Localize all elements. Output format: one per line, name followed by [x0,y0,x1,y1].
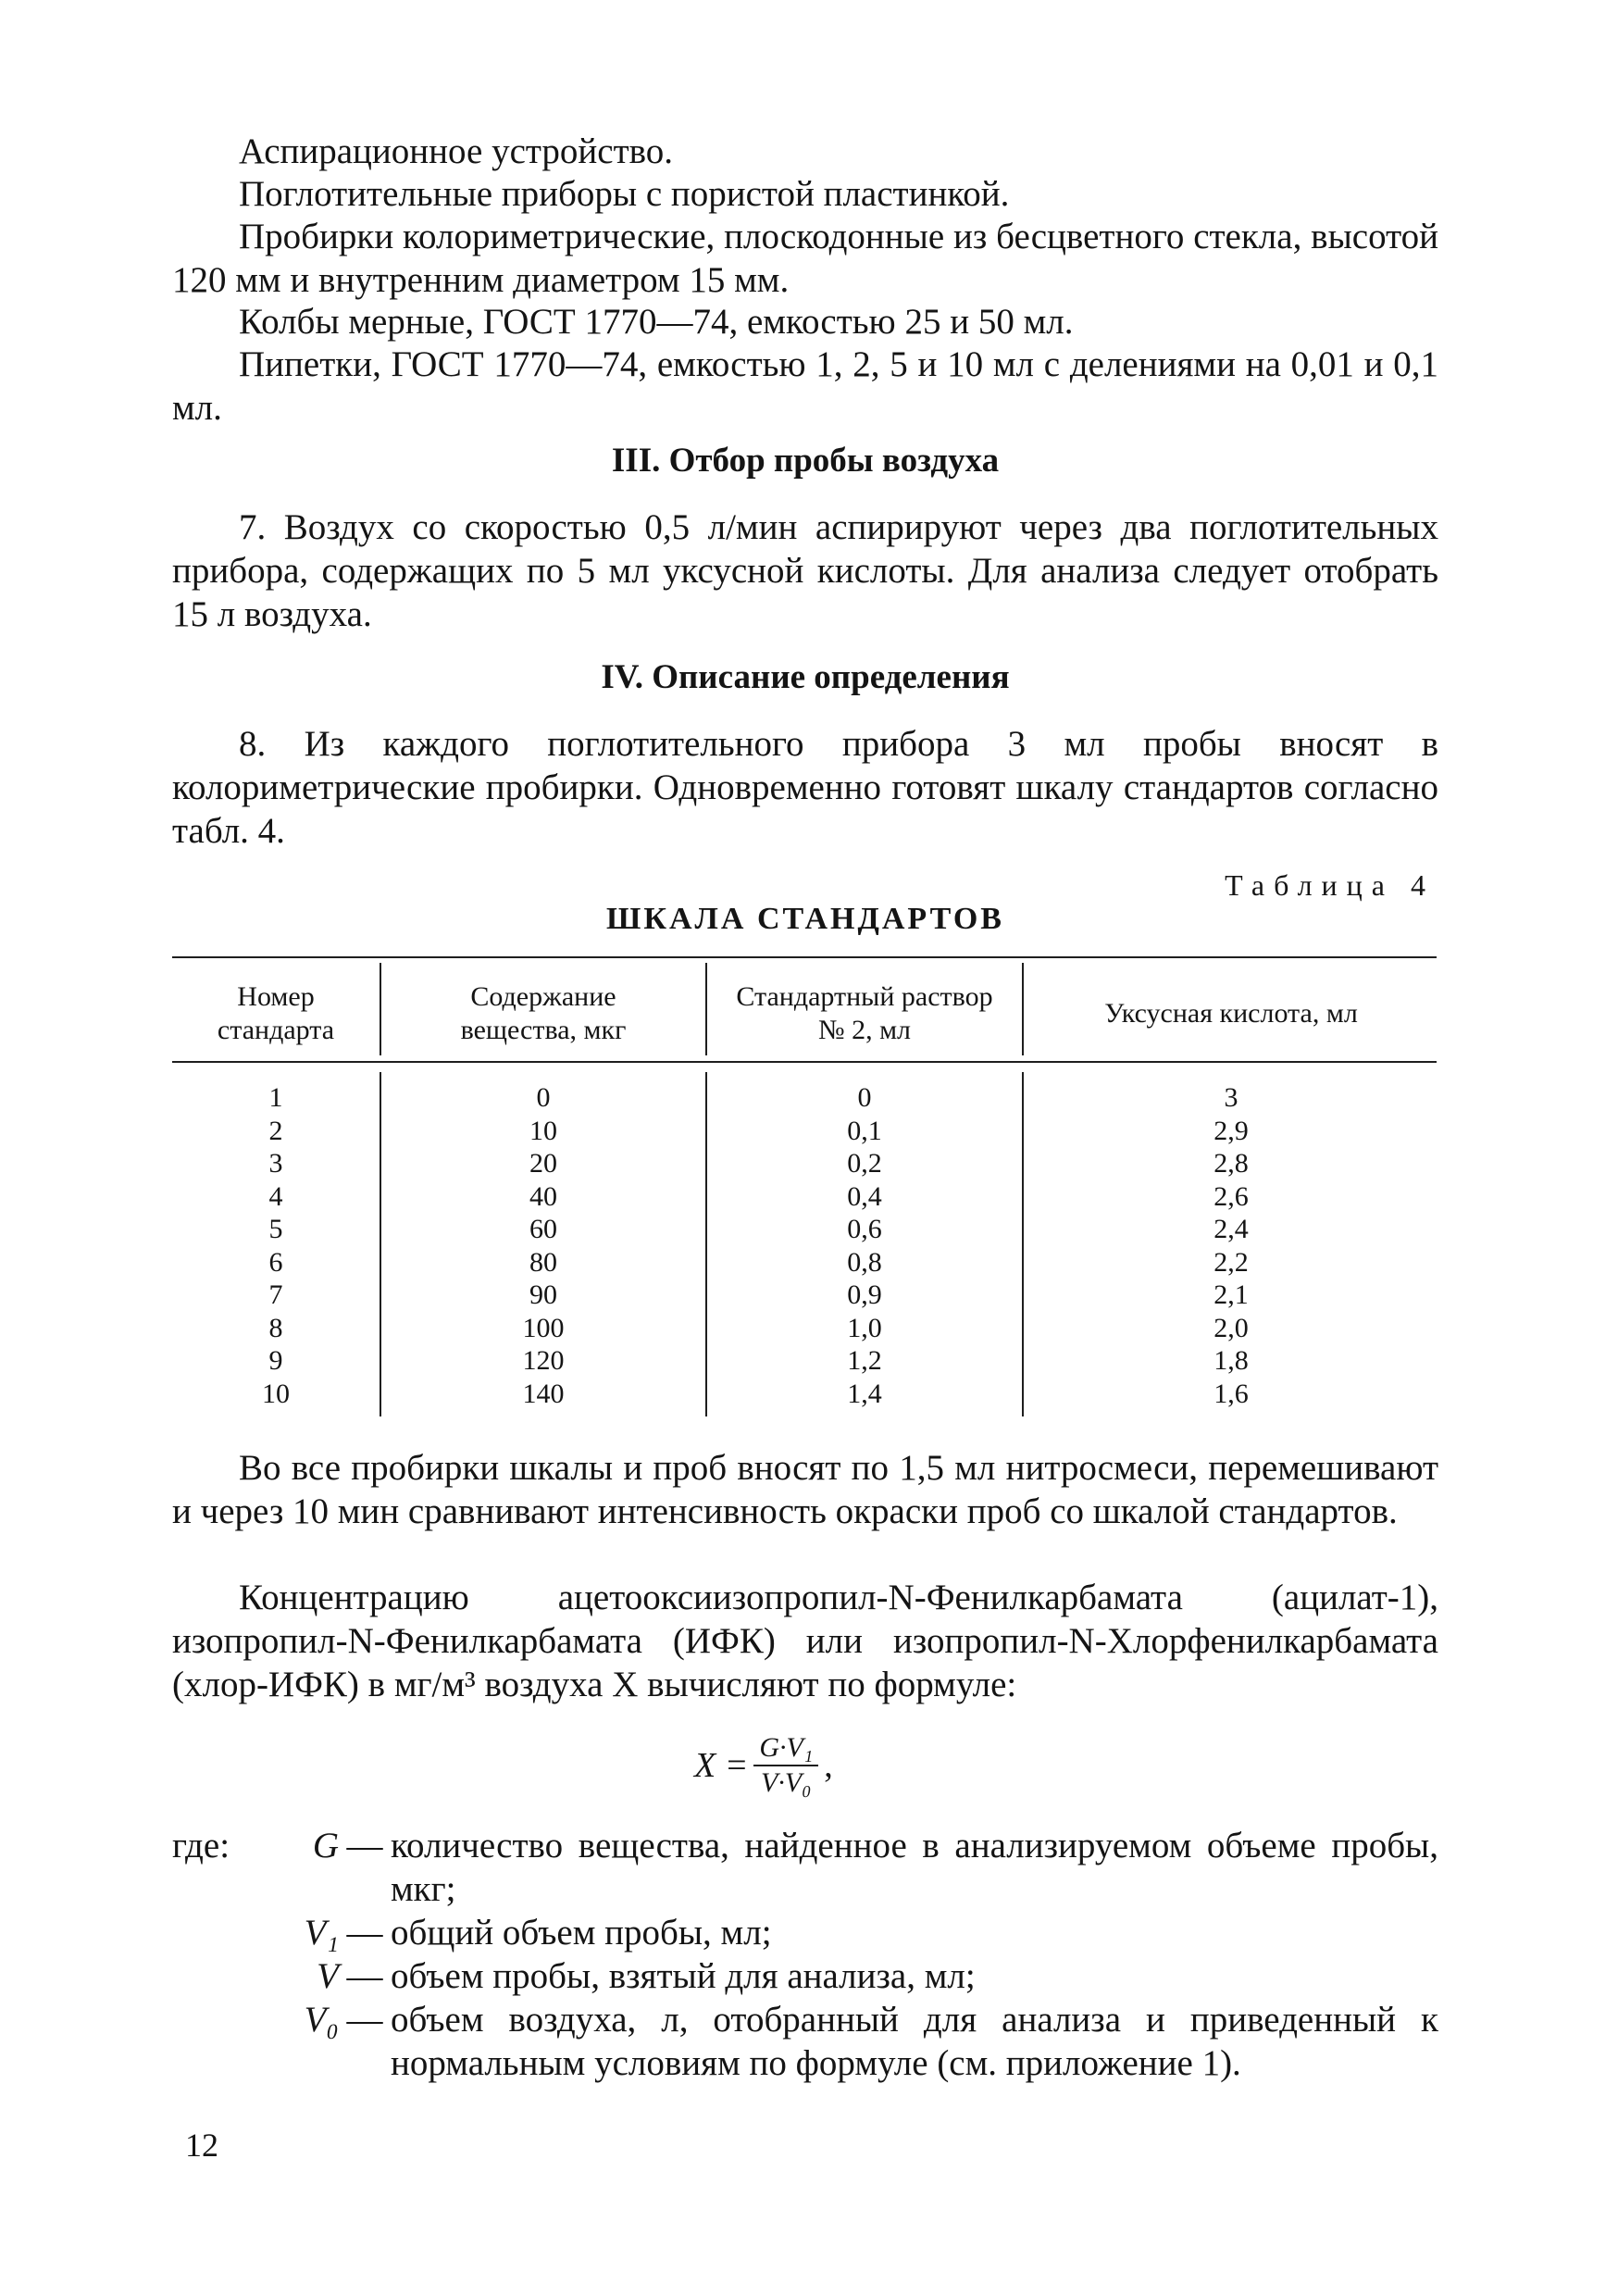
table-column-acid [1024,1081,1438,1410]
table-header-cell: Уксусная кислота, мл [1104,998,1358,1029]
table-cell: 1,6 [1214,1378,1249,1409]
legend-symbol: V₁ [304,1913,339,1953]
legend-row [172,1824,1438,1911]
table-header-cell: Содержание вещества, мкг [460,981,627,1045]
formula [694,1731,833,1800]
paragraph-equipment-3: Пробирки колориметрические, плоскодонные из бесцветного стекла, высотой 120 мм и внутренним диаметром 15 мм. [172,217,1438,300]
formula-trail: , [824,1746,833,1785]
table-cell: 2,4 [1214,1214,1249,1244]
paragraph-equipment-1: Аспирационное устройство. [239,131,674,171]
table-column-content [381,1081,705,1410]
table-cell: 40 [529,1180,557,1212]
section-heading-3: III. Отбор пробы воздуха [611,442,1000,480]
paragraph-section-3: 7. Воздух со скоростью 0,5 л/мин аспирируют через два поглотительных прибора, содержащих по 5 мл уксусной кислоты. Для анализа следует отобрать 15 л воздуха. [172,507,1438,634]
paragraph-equipment-2: Поглотительные приборы с пористой пластинкой. [239,174,1010,214]
table-cell: 0,2 [847,1148,882,1179]
table-header-cell: Стандартный раствор № 2, мл [736,981,993,1045]
table-header-cell: Номер стандарта [217,981,335,1045]
legend-row [172,1954,1438,1998]
table-cell: 2 [268,1115,283,1146]
table-cell: 20 [529,1148,557,1179]
table-cell: 90 [529,1279,557,1310]
formula-fraction [753,1731,818,1800]
table-column-solution [707,1081,1022,1410]
legend-text: объем воздуха, л, отобранный для анализа и приведенный к нормальным условиям по формуле (см. приложение 1). [391,2000,1438,2083]
table-cell: 1 [268,1082,283,1113]
legend-row [172,1998,1438,2085]
legend-symbol: G [312,1826,339,1866]
table-cell: 100 [522,1312,565,1343]
table-cell: 5 [268,1214,283,1244]
legend-intro: где: [172,1826,230,1866]
table-cell: 6 [268,1246,283,1278]
page-number: 12 [185,2127,218,2164]
table-cell: 2,0 [1214,1312,1249,1343]
table-caption: Таблица 4 [1225,868,1435,902]
table-header-rule [172,1061,1437,1063]
table-cell: 10 [262,1378,290,1409]
legend-symbol: V₀ [304,2000,339,2040]
legend-dash: — [346,1956,383,1996]
formula-numerator: G·V₁ [759,1732,814,1763]
table-cell: 9 [268,1345,283,1376]
table-cell: 1,2 [847,1345,882,1376]
paragraph-equipment-4: Колбы мерные, ГОСТ 1770—74, емкостью 25 и 50 мл. [239,302,1074,342]
table-cell: 10 [529,1115,557,1146]
table-cell: 0,6 [847,1214,882,1244]
table-cell: 7 [268,1279,283,1310]
table-cell: 80 [529,1246,557,1278]
table-cell: 1,0 [847,1312,882,1343]
legend-text: общий объем пробы, мл; [391,1913,772,1953]
legend-dash: — [346,1913,383,1953]
legend-row [172,1911,1438,1954]
table-cell: 60 [529,1214,557,1244]
formula-legend [172,1824,1438,2085]
table-cell: 3 [1224,1082,1238,1113]
legend-symbol: V [317,1956,339,1996]
table-cell: 0,9 [847,1279,882,1310]
table-cell: 2,6 [1214,1180,1249,1212]
table-title: ШКАЛА СТАНДАРТОВ [606,902,1004,936]
table-column-number [172,1081,380,1410]
legend-text: объем пробы, взятый для анализа, мл; [391,1956,976,1996]
legend-dash: — [346,1826,383,1866]
table-cell: 8 [268,1312,283,1343]
table-cell: 0 [857,1082,872,1113]
section-heading-4: IV. Описание определения [601,658,1010,696]
legend-text: количество вещества, найденное в анализируемом объеме пробы, мкг; [391,1826,1438,1909]
table-cell: 2,2 [1214,1246,1249,1278]
table-cell: 4 [268,1180,283,1212]
paragraph-concentration: Концентрацию ацетооксиизопропил-N-Фенилкарбамата (ацилат-1), изопропил-N-Фенилкарбамата (ИФК) или изопропил-N-Хлорфенилкарбамата (хлор-ИФК) в мг/м³ воздуха X вычисляют по формуле: [172,1578,1438,1704]
paragraph-equipment-5: Пипетки, ГОСТ 1770—74, емкостью 1, 2, 5 и 10 мл с делениями на 0,01 и 0,1 мл. [172,344,1438,428]
table-cell: 140 [522,1378,565,1409]
table-cell: 3 [268,1148,283,1179]
table-cell: 0 [536,1082,551,1113]
paragraph-nitromixture: Во все пробирки шкалы и проб вносят по 1,5 мл нитросмеси, перемешивают и через 10 мин сравнивают интенсивность окраски проб со шкалой стандартов. [172,1448,1438,1531]
table-cell: 1,8 [1214,1345,1249,1376]
paragraph-section-4: 8. Из каждого поглотительного прибора 3 мл пробы вносят в колориметрические пробирки. Одновременно готовят шкалу стандартов согласно табл. 4. [172,724,1438,851]
legend-dash: — [346,2000,383,2040]
table-cell: 2,9 [1214,1115,1249,1146]
table-cell: 0,1 [847,1115,882,1146]
formula-lhs: X = [694,1746,749,1785]
table-cell: 0,4 [847,1180,882,1212]
formula-denominator: V·V₀ [761,1767,812,1798]
table-cell: 1,4 [847,1378,882,1409]
table-cell: 2,8 [1214,1148,1249,1179]
table-cell: 0,8 [847,1246,882,1278]
table-top-rule [172,956,1437,958]
table-cell: 2,1 [1214,1279,1249,1310]
table-cell: 120 [522,1345,565,1376]
